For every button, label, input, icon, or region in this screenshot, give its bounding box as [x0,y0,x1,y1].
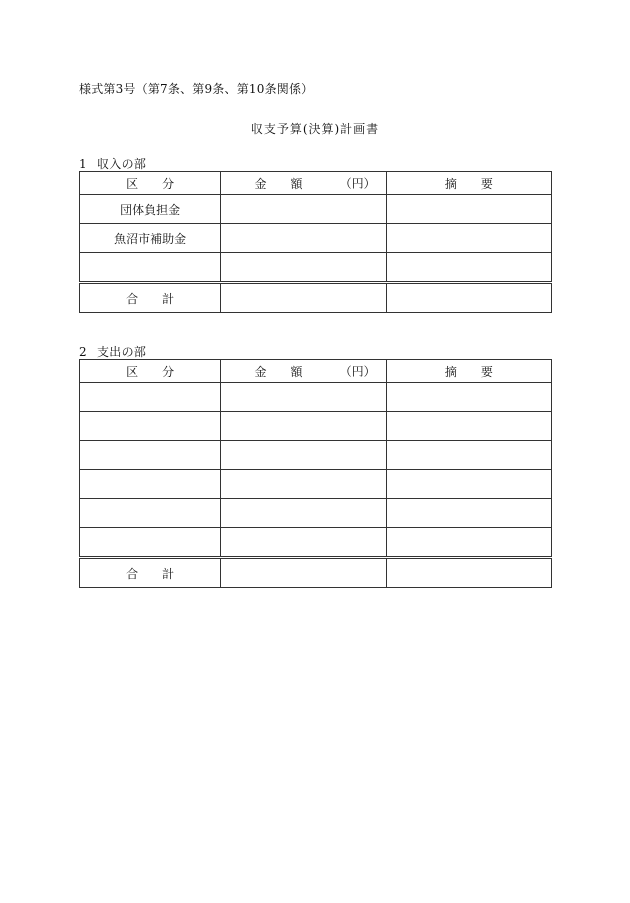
expense-section-number: 2 [79,345,87,359]
income-row-amount-cell[interactable] [221,224,386,253]
expense-row-category[interactable] [80,499,221,528]
expense-section-label: 支出の部 [97,345,147,359]
expense-header-amount-label: 金 額 [254,364,303,379]
income-table [79,171,552,313]
expense-header-amount-unit: （円） [339,364,376,379]
expense-row-amount-cell[interactable] [221,412,386,441]
income-total-label: 合 計 [80,283,221,313]
expense-row-remarks-cell[interactable] [386,499,551,528]
income-row-category: 魚沼市補助金 [80,224,221,253]
income-section-title [79,155,146,172]
expense-row [80,383,552,412]
income-header-amount-unit: （円） [339,176,376,191]
income-row-amount-cell[interactable] [221,195,386,224]
income-row-amount-cell[interactable] [221,253,386,283]
expense-header-category: 区 分 [80,360,221,383]
income-row-category[interactable] [80,253,221,283]
expense-header-amount [221,360,386,383]
income-row-category: 団体負担金 [80,195,221,224]
expense-section-title [79,343,146,360]
expense-total-row [80,558,552,588]
expense-table [79,359,552,588]
document-title: 収支予算(決算)計画書 [250,122,380,136]
expense-row [80,470,552,499]
expense-row-remarks-cell[interactable] [386,528,551,558]
expense-row-amount-cell[interactable] [221,441,386,470]
expense-row-amount-cell[interactable] [221,499,386,528]
income-header-row [80,172,552,195]
expense-row-remarks-cell[interactable] [386,441,551,470]
income-row [80,195,552,224]
expense-row [80,441,552,470]
expense-row-amount-cell[interactable] [221,470,386,499]
expense-row-category[interactable] [80,412,221,441]
income-header-amount-label: 金 額 [254,176,303,191]
income-header-category: 区 分 [80,172,221,195]
expense-row-category[interactable] [80,441,221,470]
income-row-remarks-cell[interactable] [386,224,551,253]
expense-row-remarks-cell[interactable] [386,412,551,441]
expense-row-category[interactable] [80,470,221,499]
income-total-remarks-cell[interactable] [386,283,551,313]
expense-row-remarks-cell[interactable] [386,383,551,412]
expense-row [80,499,552,528]
expense-row [80,528,552,558]
expense-row-category[interactable] [80,528,221,558]
income-total-amount-cell[interactable] [221,283,386,313]
form-number: 様式第3号（第7条、第9条、第10条関係） [79,82,314,96]
income-total-row [80,283,552,313]
income-section-label: 収入の部 [97,157,147,171]
income-row [80,253,552,283]
income-section-number: 1 [79,157,87,171]
expense-row-amount-cell[interactable] [221,528,386,558]
expense-total-label: 合 計 [80,558,221,588]
expense-row [80,412,552,441]
income-row [80,224,552,253]
expense-row-amount-cell[interactable] [221,383,386,412]
expense-row-category[interactable] [80,383,221,412]
income-row-remarks-cell[interactable] [386,195,551,224]
income-header-amount [221,172,386,195]
expense-header-remarks: 摘 要 [386,360,551,383]
expense-row-remarks-cell[interactable] [386,470,551,499]
expense-header-row [80,360,552,383]
expense-total-remarks-cell[interactable] [386,558,551,588]
expense-total-amount-cell[interactable] [221,558,386,588]
income-header-remarks: 摘 要 [386,172,551,195]
income-row-remarks-cell[interactable] [386,253,551,283]
